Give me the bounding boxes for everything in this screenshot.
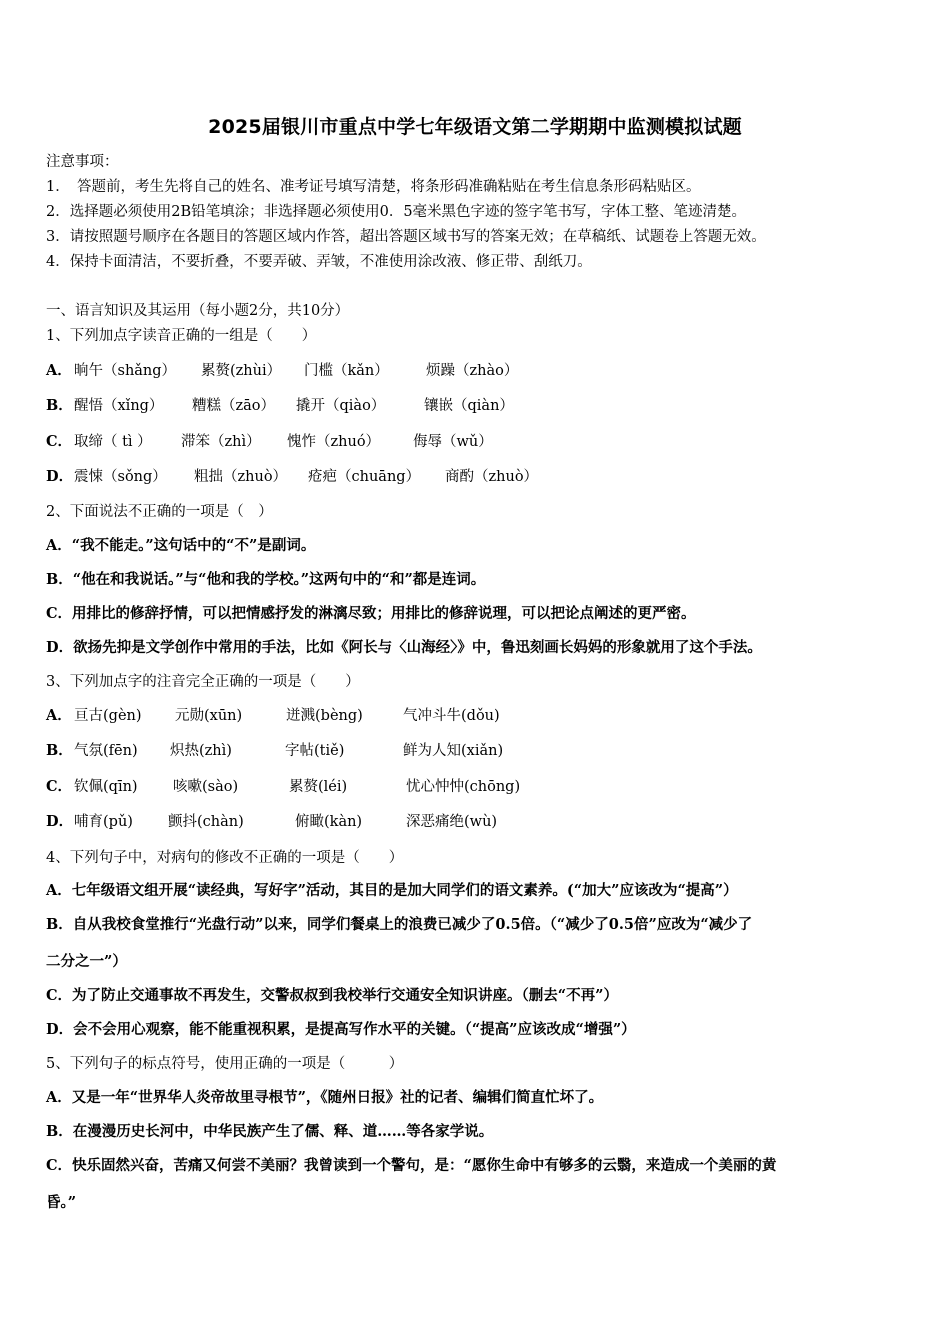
option-item: 震悚（sǒng） bbox=[74, 469, 167, 485]
notice-heading: 注意事项： bbox=[46, 154, 119, 170]
question-3-option-d bbox=[46, 812, 498, 832]
option-item: 炽热(zhì) bbox=[170, 743, 232, 759]
option-item: 撬开（qiào） bbox=[296, 398, 386, 414]
question-1-option-a bbox=[46, 361, 519, 381]
option-item: 商酌（zhuò） bbox=[445, 469, 539, 485]
question-4-option-b-cont: 二分之一”） bbox=[46, 953, 127, 970]
question-1-option-c bbox=[46, 432, 493, 452]
option-item: 咳嗽(sào) bbox=[173, 779, 239, 795]
option-item: 亘古(gèn) bbox=[74, 708, 142, 724]
option-item: 字帖(tiě) bbox=[285, 743, 345, 759]
option-item: 气冲斗牛(dǒu) bbox=[403, 708, 500, 724]
option-item: 元勋(xūn) bbox=[175, 708, 243, 724]
option-item: 晌午（shǎng） bbox=[74, 363, 177, 379]
option-item: 哺育(pǔ) bbox=[74, 814, 133, 830]
option-item: 烦躁（zhào） bbox=[426, 363, 519, 379]
question-3-option-c bbox=[46, 777, 521, 797]
option-label: D． bbox=[46, 468, 74, 485]
notice-item-3: 3．请按照题号顺序在各题目的答题区域内作答，超出答题区域书写的答案无效；在草稿纸、试题卷上答题无效。 bbox=[46, 229, 766, 245]
option-item: 气氛(fēn) bbox=[74, 743, 138, 759]
option-item: 钦佩(qīn) bbox=[74, 779, 138, 795]
question-1-option-d bbox=[46, 467, 539, 487]
option-label: A． bbox=[46, 362, 72, 379]
question-4-option-b: B．自从我校食堂推行“光盘行动”以来，同学们餐桌上的浪费已减少了0.5倍。（“减少了0.5倍”应改为“减少了 bbox=[46, 916, 753, 933]
option-item: 愧怍（zhuó） bbox=[287, 434, 381, 450]
question-2-option-b: B．“他在和我说话。”与“他和我的学校。”这两句中的“和”都是连词。 bbox=[46, 571, 486, 588]
question-3-option-a bbox=[46, 706, 500, 726]
option-item: 颤抖(chàn) bbox=[168, 814, 244, 830]
question-4-stem: 4、下列句子中，对病句的修改不正确的一项是（ ） bbox=[46, 850, 404, 866]
option-item: 深恶痛绝(wù) bbox=[406, 814, 498, 830]
question-3-stem: 3、下列加点字的注音完全正确的一项是（ ） bbox=[46, 674, 360, 690]
option-label: A． bbox=[46, 707, 72, 724]
option-label: B． bbox=[46, 742, 73, 759]
question-4-option-c: C．为了防止交通事故不再发生，交警叔叔到我校举行交通安全知识讲座。（删去“不再”） bbox=[46, 987, 618, 1004]
notice-item-4: 4．保持卡面清洁，不要折叠，不要弄破、弄皱，不准使用涂改液、修正带、刮纸刀。 bbox=[46, 254, 592, 270]
option-label: D． bbox=[46, 813, 74, 830]
option-item: 累赘(léi) bbox=[289, 779, 348, 795]
question-2-option-d: D．欲扬先抑是文学创作中常用的手法，比如《阿长与〈山海经〉》中，鲁迅刻画长妈妈的形象就用了这个手法。 bbox=[46, 639, 762, 656]
option-item: 忧心忡忡(chōng) bbox=[406, 779, 521, 795]
question-5-stem: 5、下列句子的标点符号，使用正确的一项是（ ） bbox=[46, 1056, 404, 1072]
option-label: C． bbox=[46, 433, 73, 450]
question-1-stem: 1、下列加点字读音正确的一组是（ ） bbox=[46, 328, 317, 344]
question-1-option-b bbox=[46, 396, 514, 416]
notice-item-2: 2．选择题必须使用2B铅笔填涂；非选择题必须使用0．5毫米黑色字迹的签字笔书写，字体工整、笔迹清楚。 bbox=[46, 204, 747, 220]
question-5-option-c: C．快乐固然兴奋，苦痛又何尝不美丽？我曾读到一个警句，是：“愿你生命中有够多的云翳，来造成一个美丽的黄 bbox=[46, 1157, 777, 1174]
option-item: 粗拙（zhuò） bbox=[194, 469, 288, 485]
option-item: 迸溅(bèng) bbox=[286, 708, 363, 724]
question-2-stem: 2、下面说法不正确的一项是（ ） bbox=[46, 504, 273, 520]
option-item: 镶嵌（qiàn） bbox=[424, 398, 514, 414]
option-item: 鲜为人知(xiǎn) bbox=[403, 743, 504, 759]
option-item: 门槛（kǎn） bbox=[304, 363, 389, 379]
notice-item-1: 1． 答题前，考生先将自己的姓名、准考证号填写清楚，将条形码准确粘贴在考生信息条形码粘贴区。 bbox=[46, 179, 701, 195]
question-2-option-c: C．用排比的修辞抒情，可以把情感抒发的淋漓尽致；用排比的修辞说理，可以把论点阐述的更严密。 bbox=[46, 605, 696, 622]
option-item: 醒悟（xǐng） bbox=[74, 398, 164, 414]
option-item: 糟糕（zāo） bbox=[192, 398, 276, 414]
section-heading: 一、语言知识及其运用（每小题2分，共10分） bbox=[46, 303, 350, 319]
option-label: B． bbox=[46, 397, 73, 414]
question-4-option-d: D．会不会用心观察，能不能重视积累，是提高写作水平的关键。（“提高”应该改成“增强”） bbox=[46, 1021, 636, 1038]
option-item: 俯瞰(kàn) bbox=[295, 814, 363, 830]
question-3-option-b bbox=[46, 741, 504, 761]
option-item: 疮疤（chuāng） bbox=[308, 469, 421, 485]
option-item: 侮辱（wǔ） bbox=[413, 434, 493, 450]
question-2-option-a: A．“我不能走。”这句话中的“不”是副词。 bbox=[46, 537, 316, 554]
question-5-option-b: B．在漫漫历史长河中，中华民族产生了儒、释、道……等各家学说。 bbox=[46, 1123, 494, 1140]
option-item: 滞笨（zhì） bbox=[181, 434, 261, 450]
option-item: 累赘(zhùi） bbox=[201, 363, 282, 379]
option-label: C． bbox=[46, 778, 73, 795]
option-item: 取缔（ tì ） bbox=[74, 434, 152, 450]
question-4-option-a: A．七年级语文组开展“读经典，写好字”活动，其目的是加大同学们的语文素养。(“加大”应该改为“提高”） bbox=[46, 882, 738, 899]
question-5-option-a: A．又是一年“世界华人炎帝故里寻根节”，《随州日报》社的记者、编辑们简直忙坏了。 bbox=[46, 1089, 604, 1106]
question-5-option-c-cont: 昏。” bbox=[46, 1194, 77, 1211]
page-title: 2025届银川市重点中学七年级语文第二学期期中监测模拟试题 bbox=[208, 116, 742, 138]
